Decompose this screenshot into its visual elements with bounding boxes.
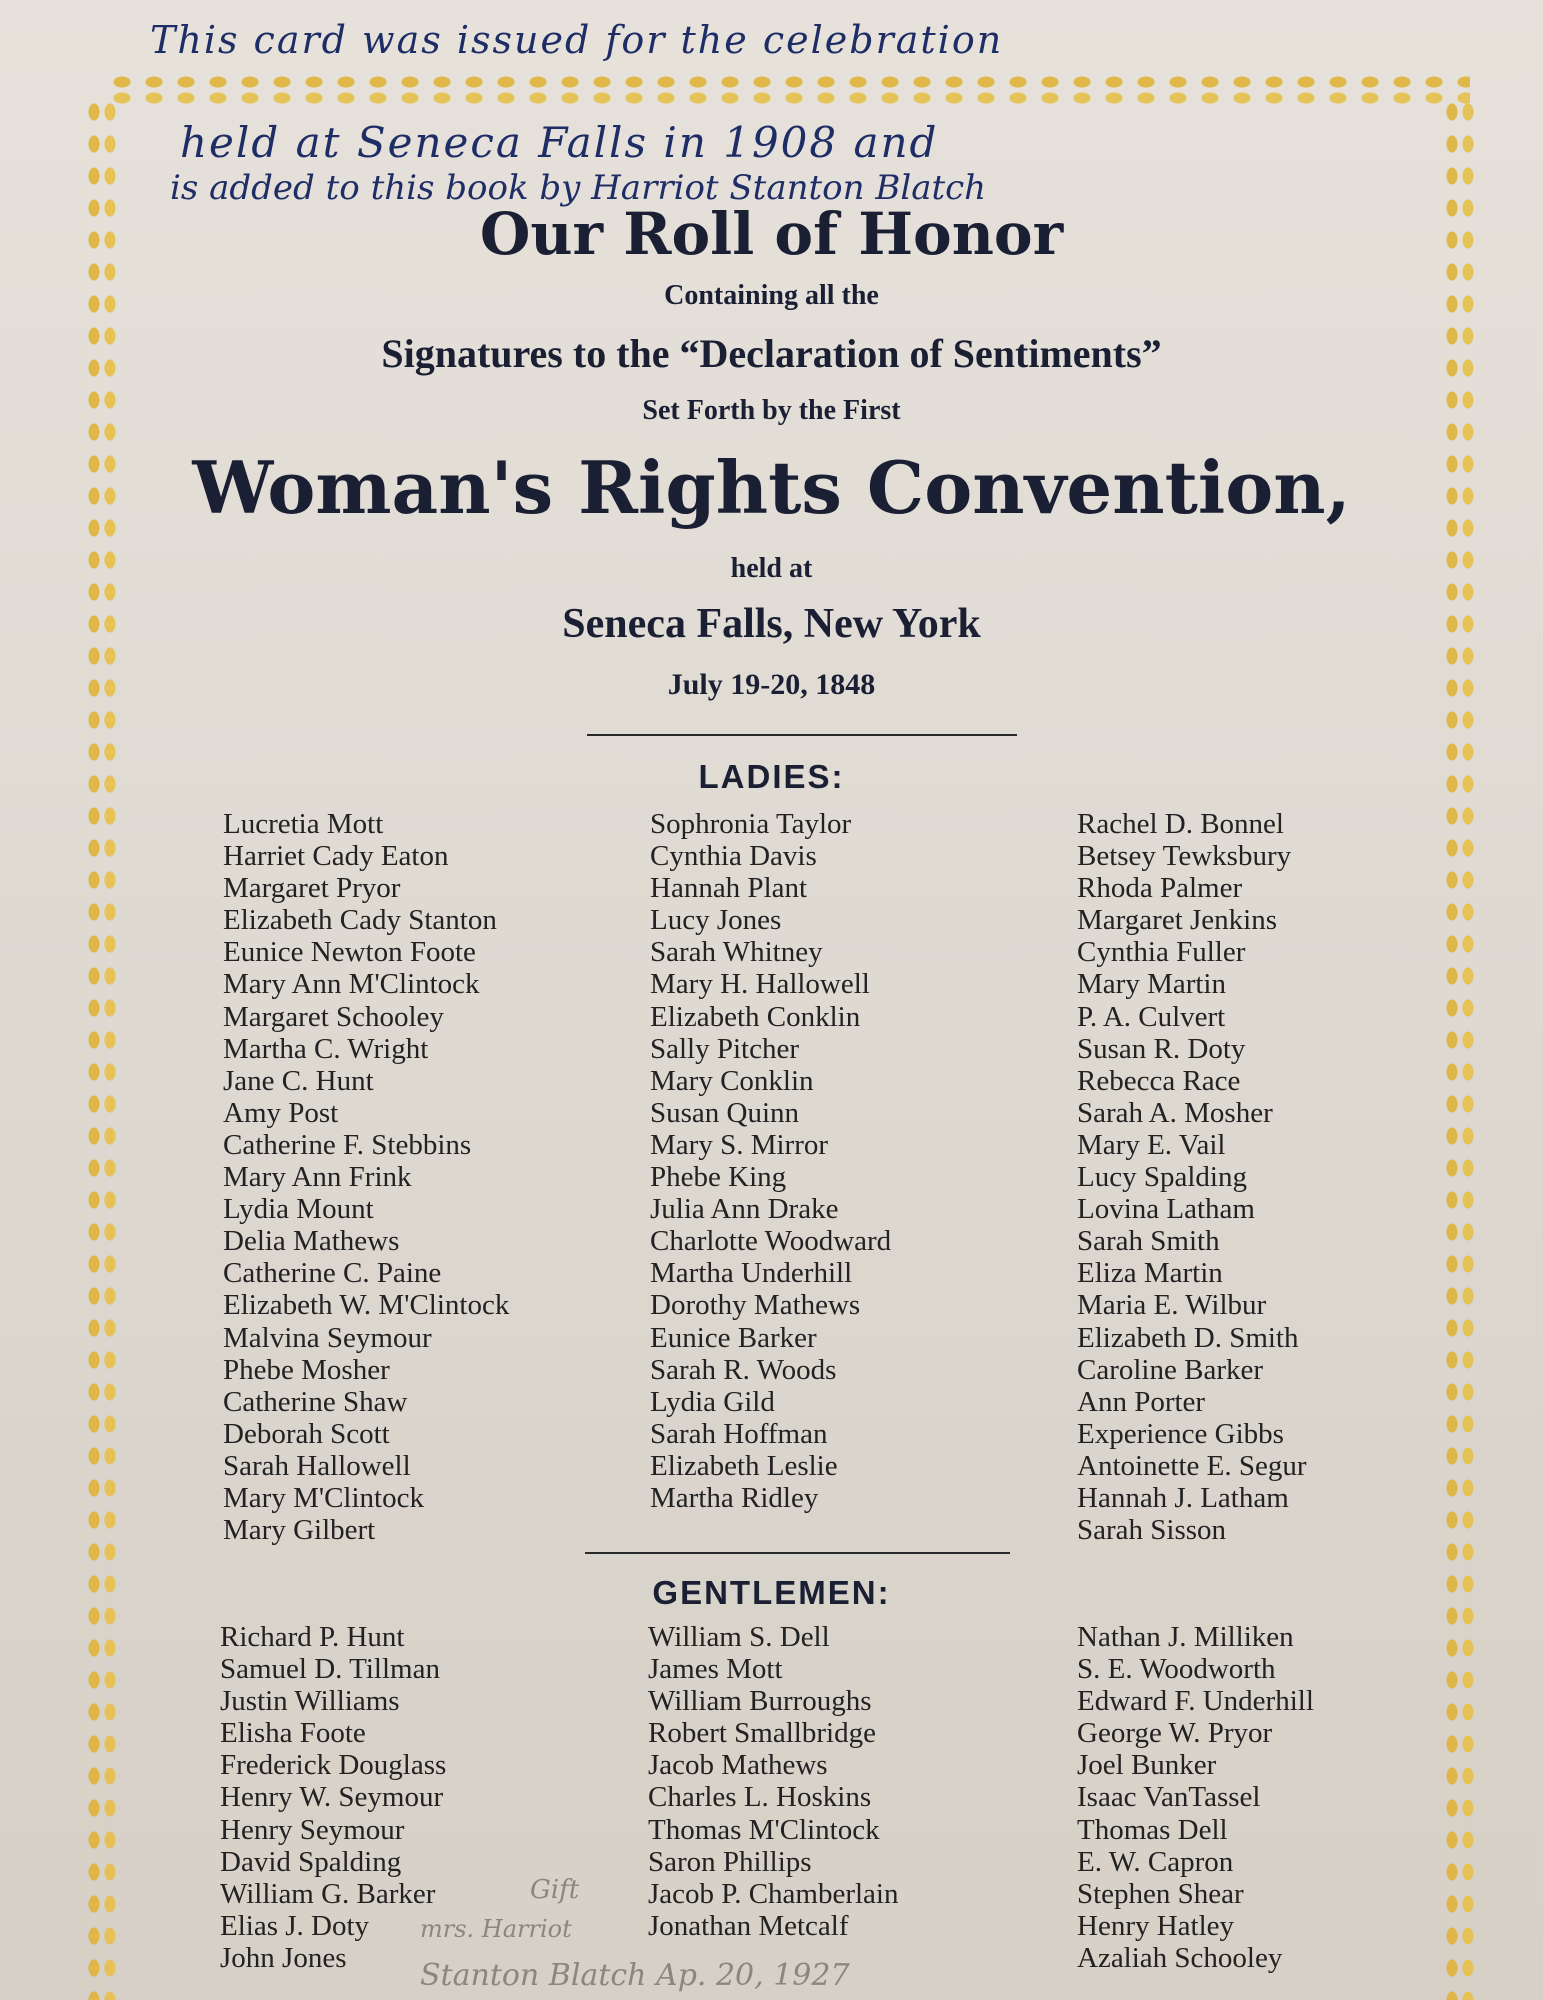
signer-name: Sarah Smith: [1077, 1225, 1220, 1258]
signer-name: Frederick Douglass: [220, 1749, 447, 1782]
signer-name: Mary Martin: [1077, 968, 1226, 1001]
signer-name: Jonathan Metcalf: [648, 1909, 849, 1942]
signer-name: Hannah Plant: [650, 872, 808, 905]
divider: [587, 734, 1017, 736]
signer-name: Sarah R. Woods: [650, 1353, 837, 1386]
signer-name: Sarah Whitney: [650, 936, 823, 969]
signer-name: Elizabeth Cady Stanton: [223, 904, 497, 937]
pencil-note-gift: Gift: [530, 1875, 580, 1905]
handwritten-note-line-1: This card was issued for the celebration: [150, 18, 1004, 62]
signer-name: Isaac VanTassel: [1077, 1781, 1261, 1814]
signer-name: Julia Ann Drake: [650, 1193, 839, 1226]
signer-name: Azaliah Schooley: [1077, 1941, 1283, 1974]
signer-name: Edward F. Underhill: [1077, 1685, 1314, 1718]
pencil-note-name: mrs. Harriot: [420, 1915, 572, 1943]
signer-name: Elizabeth D. Smith: [1077, 1321, 1299, 1354]
signer-name: Delia Mathews: [223, 1225, 400, 1258]
signer-name: Charlotte Woodward: [650, 1225, 892, 1258]
signer-name: Jacob Mathews: [648, 1749, 828, 1782]
signer-name: Richard P. Hunt: [220, 1621, 405, 1653]
handwritten-note-line-2: held at Seneca Falls in 1908 and: [180, 118, 939, 167]
signer-name: Robert Smallbridge: [648, 1717, 876, 1750]
laurel-border-top: [110, 70, 1470, 110]
signer-name: Margaret Schooley: [223, 1000, 444, 1033]
signer-name: Mary Conklin: [650, 1064, 814, 1097]
signer-name: Henry W. Seymour: [220, 1781, 444, 1814]
signer-name: Mary Ann M'Clintock: [223, 968, 480, 1001]
ladies-column-2: [650, 808, 891, 1514]
signer-name: Jacob P. Chamberlain: [648, 1877, 899, 1910]
signer-name: Harriet Cady Eaton: [223, 840, 449, 873]
signer-name: Ann Porter: [1077, 1385, 1206, 1418]
laurel-border-left: [82, 100, 122, 2000]
signer-name: Rebecca Race: [1077, 1064, 1241, 1097]
signer-name: Joel Bunker: [1077, 1749, 1217, 1782]
signer-name: Elisha Foote: [220, 1717, 366, 1750]
gentlemen-column-1: [220, 1621, 446, 1974]
signer-name: Margaret Jenkins: [1077, 904, 1277, 937]
laurel-border-right: [1440, 100, 1480, 2000]
signer-name: Lydia Mount: [223, 1193, 374, 1226]
signer-name: Henry Seymour: [220, 1813, 405, 1846]
signer-name: Lucretia Mott: [223, 808, 384, 840]
signer-name: Mary S. Mirror: [650, 1128, 829, 1161]
signer-name: Henry Hatley: [1077, 1909, 1235, 1942]
signer-name: Justin Williams: [220, 1685, 400, 1718]
signer-name: Elizabeth Conklin: [650, 1000, 861, 1033]
pencil-note-signature-date: Stanton Blatch Ap. 20, 1927: [420, 1958, 850, 1993]
signer-name: Eunice Barker: [650, 1321, 817, 1354]
signer-name: Lucy Spalding: [1077, 1161, 1247, 1194]
gentlemen-heading: GENTLEMEN:: [652, 1574, 891, 1611]
signer-name: Susan Quinn: [650, 1096, 800, 1129]
ladies-column-3: [1077, 808, 1307, 1546]
signer-name: Jane C. Hunt: [223, 1064, 374, 1097]
held-at: held at: [730, 553, 813, 584]
signer-name: Malvina Seymour: [223, 1321, 432, 1354]
signer-name: Catherine F. Stebbins: [223, 1128, 472, 1161]
signer-name: John Jones: [220, 1941, 347, 1974]
signer-name: Mary M'Clintock: [223, 1481, 424, 1514]
signer-name: Sarah Hoffman: [650, 1417, 828, 1450]
signer-name: Thomas M'Clintock: [648, 1813, 880, 1846]
signer-name: E. W. Capron: [1077, 1845, 1234, 1878]
signer-name: Susan R. Doty: [1077, 1032, 1246, 1065]
signer-name: Cynthia Fuller: [1077, 936, 1246, 969]
convention-title: Woman's Rights Convention,: [192, 445, 1351, 530]
signer-name: Elias J. Doty: [220, 1909, 370, 1942]
signer-name: Rachel D. Bonnel: [1077, 808, 1284, 840]
signer-name: Saron Phillips: [648, 1845, 812, 1878]
ladies-heading: LADIES:: [698, 758, 845, 795]
signer-name: Mary Gilbert: [223, 1514, 376, 1547]
signer-name: William S. Dell: [648, 1621, 830, 1653]
signer-name: Amy Post: [223, 1096, 339, 1129]
signer-name: Mary E. Vail: [1077, 1128, 1226, 1161]
signer-name: Lucy Jones: [650, 904, 782, 937]
signer-name: Samuel D. Tillman: [220, 1653, 440, 1686]
gentlemen-column-3: [1077, 1621, 1314, 1974]
signer-name: Martha Underhill: [650, 1257, 853, 1290]
subtitle-containing: Containing all the: [664, 280, 879, 311]
signer-name: S. E. Woodworth: [1077, 1653, 1276, 1686]
signer-name: Eunice Newton Foote: [223, 936, 476, 969]
signer-name: Eliza Martin: [1077, 1257, 1223, 1290]
page-title: Our Roll of Honor: [479, 200, 1064, 268]
signer-name: Nathan J. Milliken: [1077, 1621, 1294, 1653]
signer-name: Margaret Pryor: [223, 872, 401, 905]
signer-name: Hannah J. Latham: [1077, 1481, 1289, 1514]
signer-name: Phebe Mosher: [223, 1353, 390, 1386]
signer-name: James Mott: [648, 1653, 783, 1686]
signer-name: Phebe King: [650, 1161, 787, 1194]
subtitle-signatures: Signatures to the “Declaration of Sentiments”: [381, 331, 1162, 376]
signer-name: Mary Ann Frink: [223, 1161, 412, 1194]
signer-name: Rhoda Palmer: [1077, 872, 1243, 905]
signer-name: Martha Ridley: [650, 1481, 819, 1514]
signer-name: Deborah Scott: [223, 1417, 390, 1450]
signer-name: Elizabeth Leslie: [650, 1449, 838, 1482]
location: Seneca Falls, New York: [562, 601, 981, 647]
signer-name: William G. Barker: [220, 1877, 436, 1910]
signer-name: Catherine Shaw: [223, 1385, 408, 1418]
signer-name: Caroline Barker: [1077, 1353, 1264, 1386]
signer-name: Lovina Latham: [1077, 1193, 1255, 1226]
signer-name: Cynthia Davis: [650, 840, 817, 873]
signer-name: Sophronia Taylor: [650, 808, 852, 840]
signer-name: Maria E. Wilbur: [1077, 1289, 1267, 1322]
signer-name: Experience Gibbs: [1077, 1417, 1284, 1450]
signer-name: Betsey Tewksbury: [1077, 840, 1292, 873]
signer-name: Thomas Dell: [1077, 1813, 1228, 1846]
signer-name: Lydia Gild: [650, 1385, 775, 1418]
signer-name: Sarah Hallowell: [223, 1449, 411, 1482]
signer-name: Mary H. Hallowell: [650, 968, 870, 1001]
signer-name: Sarah A. Mosher: [1077, 1096, 1273, 1129]
divider: [585, 1552, 1010, 1554]
signer-name: Catherine C. Paine: [223, 1257, 442, 1290]
handwritten-note-line-3: is added to this book by Harriot Stanton Blatch: [170, 168, 987, 208]
signer-name: Stephen Shear: [1077, 1877, 1244, 1910]
subtitle-set-forth: Set Forth by the First: [642, 395, 901, 426]
signer-name: William Burroughs: [648, 1685, 872, 1718]
signer-name: Martha C. Wright: [223, 1032, 429, 1065]
gentlemen-column-2: [648, 1621, 898, 1942]
date: July 19-20, 1848: [667, 668, 876, 701]
signer-name: George W. Pryor: [1077, 1717, 1273, 1750]
signer-name: David Spalding: [220, 1845, 402, 1878]
signer-name: Sally Pitcher: [650, 1032, 800, 1065]
signer-name: Charles L. Hoskins: [648, 1781, 872, 1814]
signer-name: P. A. Culvert: [1077, 1000, 1226, 1033]
signer-name: Dorothy Mathews: [650, 1289, 861, 1322]
signer-name: Antoinette E. Segur: [1077, 1449, 1307, 1482]
signer-name: Sarah Sisson: [1077, 1514, 1227, 1547]
signer-name: Elizabeth W. M'Clintock: [223, 1289, 510, 1322]
ladies-column-1: [223, 808, 509, 1546]
